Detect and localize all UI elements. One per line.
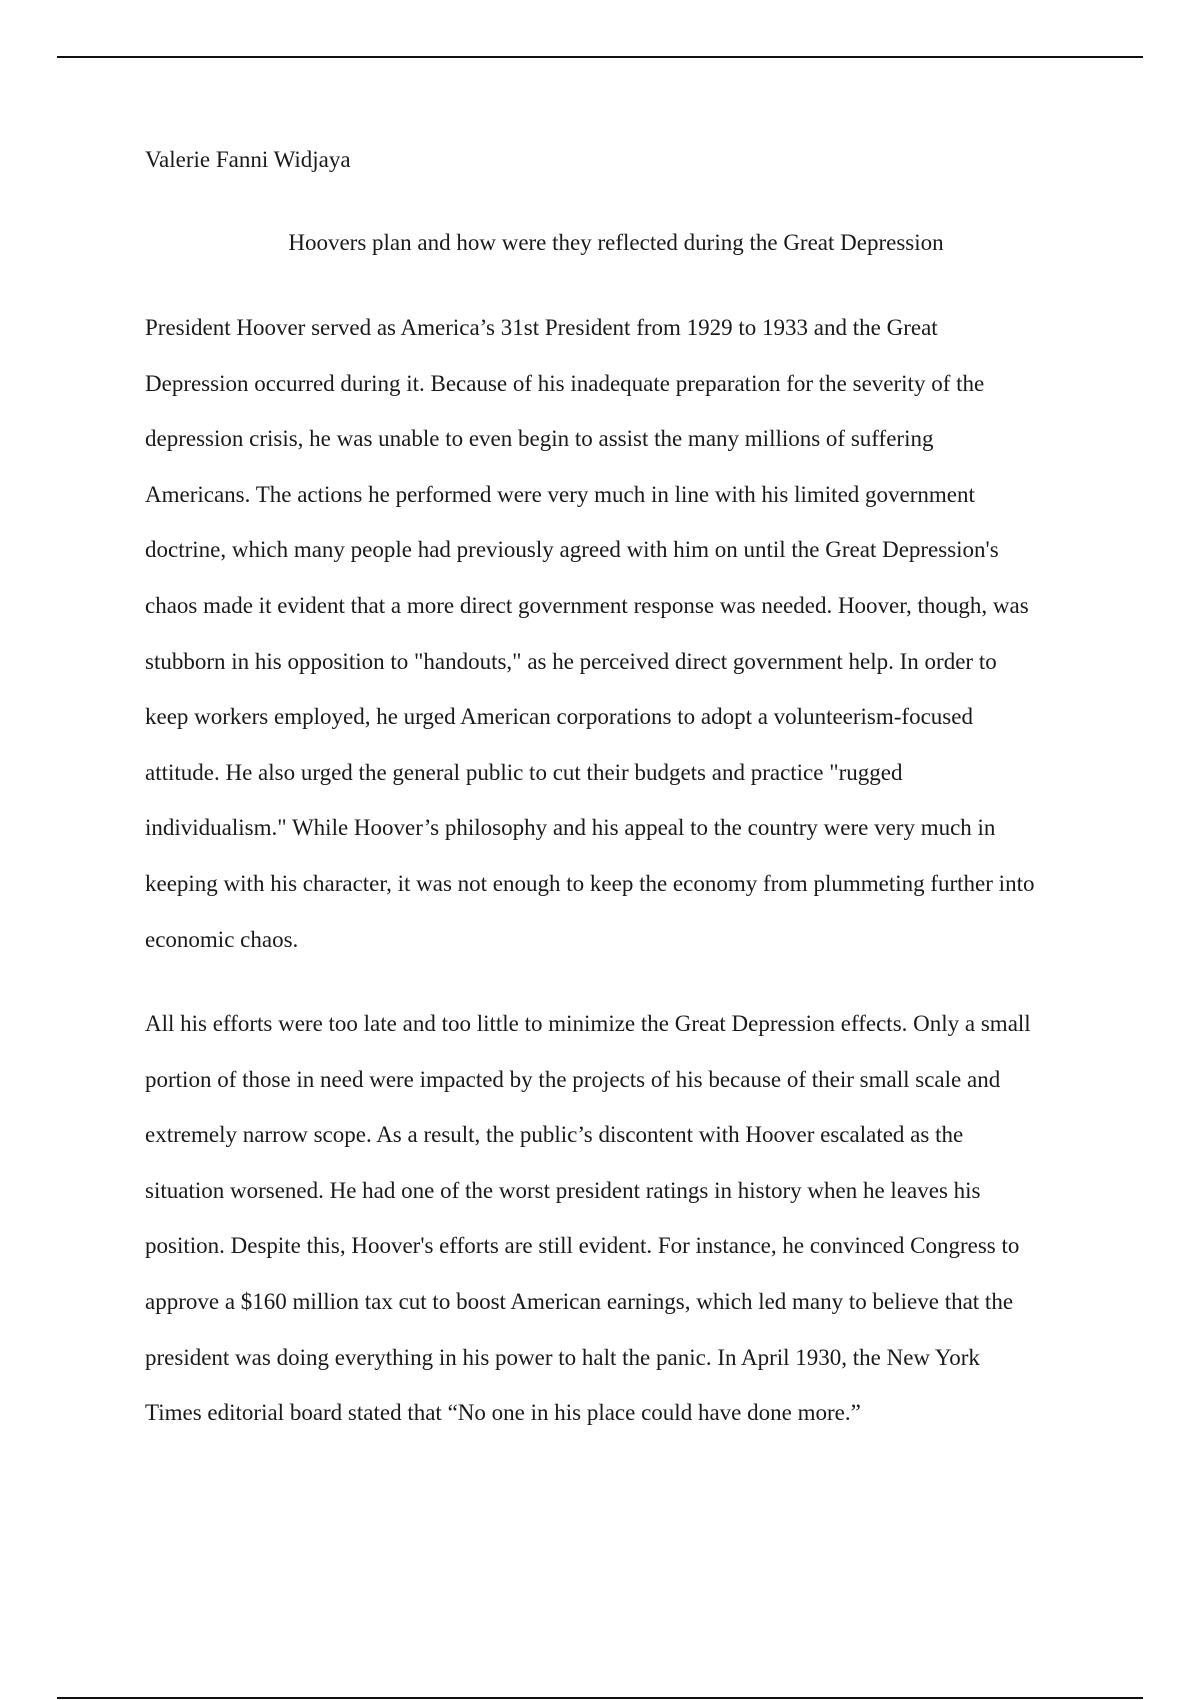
text-line: president was doing everything in his power to halt the panic. In April 1930, the New York — [145, 1345, 980, 1370]
text-line: approve a $160 million tax cut to boost American earnings, which led many to believe that the — [145, 1289, 1014, 1314]
text-line: position. Despite this, Hoover's efforts are still evident. For instance, he convinced Congress to — [145, 1233, 1020, 1258]
document-title: Hoovers plan and how were they reflected during the Great Depression — [288, 230, 944, 255]
text-line: portion of those in need were impacted by the projects of his because of their small scale and — [145, 1067, 1001, 1092]
text-line: Times editorial board stated that “No one in his place could have done more.” — [145, 1400, 861, 1425]
text-line: Americans. The actions he performed were very much in line with his limited government — [145, 482, 975, 507]
text-line: stubborn in his opposition to "handouts," as he perceived direct government help. In order to — [145, 649, 997, 674]
top-rule — [57, 56, 1143, 58]
text-line: attitude. He also urged the general public to cut their budgets and practice "rugged — [145, 760, 903, 785]
text-line: economic chaos. — [145, 927, 299, 952]
text-line: Depression occurred during it. Because of his inadequate preparation for the severity of the — [145, 371, 985, 396]
text-line: keep workers employed, he urged American corporations to adopt a volunteerism-focused — [145, 704, 973, 729]
text-line: All his efforts were too late and too little to minimize the Great Depression effects. Only a small — [145, 1011, 1031, 1036]
bottom-rule — [57, 1697, 1143, 1699]
text-line: individualism." While Hoover’s philosophy and his appeal to the country were very much in — [145, 815, 996, 840]
text-line: doctrine, which many people had previously agreed with him on until the Great Depression's — [145, 537, 999, 562]
text-line: keeping with his character, it was not enough to keep the economy from plummeting further into — [145, 871, 1035, 896]
text-line: chaos made it evident that a more direct government response was needed. Hoover, though, was — [145, 593, 1029, 618]
text-line: President Hoover served as America’s 31st President from 1929 to 1933 and the Great — [145, 315, 938, 340]
author-name: Valerie Fanni Widjaya — [145, 147, 351, 172]
text-line: situation worsened. He had one of the worst president ratings in history when he leaves his — [145, 1178, 981, 1203]
text-line: extremely narrow scope. As a result, the public’s discontent with Hoover escalated as the — [145, 1122, 964, 1147]
text-line: depression crisis, he was unable to even begin to assist the many millions of suffering — [145, 426, 934, 451]
